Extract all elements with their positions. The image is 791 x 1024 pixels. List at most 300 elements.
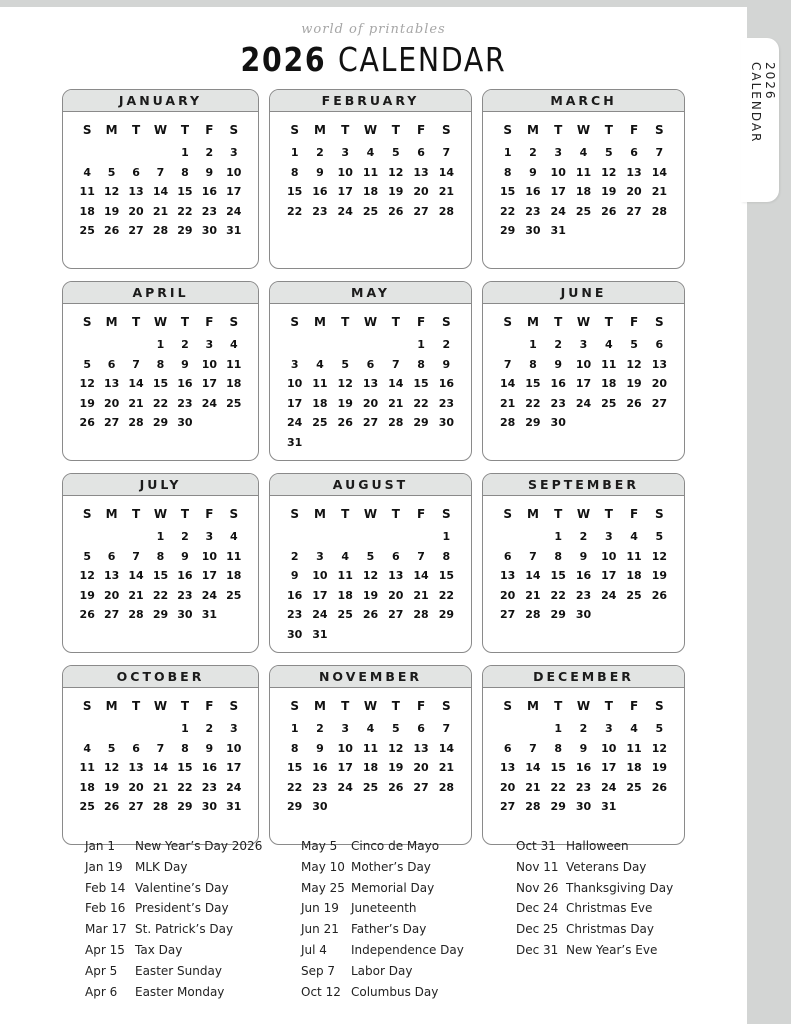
holiday-name: Juneteenth xyxy=(351,901,417,916)
day-grid xyxy=(270,304,471,460)
weekday-label: T xyxy=(391,507,400,521)
empty-day xyxy=(307,527,332,547)
day-cell: 17 xyxy=(226,185,242,198)
empty-day xyxy=(222,605,246,625)
day-cell: 24 xyxy=(601,780,617,794)
empty-day xyxy=(307,817,332,837)
month-title: NOVEMBER xyxy=(270,666,471,688)
day-cell: 7 xyxy=(503,357,512,371)
empty-day xyxy=(75,241,99,261)
day-cell: 22 xyxy=(177,204,193,218)
day-cell: 15 xyxy=(550,569,566,582)
weekday-label: T xyxy=(604,507,613,521)
empty-day xyxy=(408,221,433,241)
empty-day xyxy=(307,221,332,241)
day-cell: 29 xyxy=(152,416,169,429)
day-cell: 6 xyxy=(107,549,116,563)
day-cell: 21 xyxy=(438,185,454,198)
day-cell: 13 xyxy=(128,761,144,774)
day-cell: 13 xyxy=(103,569,120,582)
day-cell: 12 xyxy=(362,569,379,582)
day-cell: 27 xyxy=(128,800,144,813)
day-cell: 10 xyxy=(601,549,617,563)
day-cell: 14 xyxy=(128,569,144,582)
empty-day xyxy=(333,797,358,817)
empty-day xyxy=(282,241,307,261)
day-cell: 6 xyxy=(107,357,116,371)
day-cell: 8 xyxy=(529,357,537,371)
day-cell: 10 xyxy=(201,357,217,371)
day-cell: 12 xyxy=(388,741,404,755)
holiday-row xyxy=(85,982,262,1003)
day-cell: 16 xyxy=(438,377,454,390)
empty-day xyxy=(358,241,383,261)
empty-day xyxy=(495,817,520,837)
day-cell: 2 xyxy=(529,146,537,159)
day-cell: 9 xyxy=(181,549,189,563)
empty-day xyxy=(520,433,545,453)
empty-day xyxy=(647,413,672,433)
day-cell: 25 xyxy=(79,800,95,813)
day-cell: 24 xyxy=(201,588,217,602)
month-title: DECEMBER xyxy=(483,666,684,688)
empty-day xyxy=(621,605,646,625)
day-cell: 26 xyxy=(651,780,667,794)
day-cell: 22 xyxy=(499,204,516,218)
month-card-october xyxy=(62,665,259,845)
day-cell: 15 xyxy=(438,569,454,582)
day-cell: 27 xyxy=(388,608,404,621)
day-cell: 22 xyxy=(152,588,169,602)
day-cell: 19 xyxy=(388,185,404,198)
empty-day xyxy=(173,433,197,453)
empty-day xyxy=(222,241,246,261)
day-cell: 5 xyxy=(83,357,92,371)
empty-day xyxy=(434,625,459,645)
day-cell: 26 xyxy=(388,780,404,794)
weekday-label: S xyxy=(229,315,239,329)
holiday-date: May 10 xyxy=(301,859,345,874)
day-cell: 21 xyxy=(388,396,404,410)
day-cell: 10 xyxy=(226,165,242,179)
empty-day xyxy=(358,797,383,817)
day-cell: 3 xyxy=(229,722,238,735)
empty-day xyxy=(383,241,408,261)
empty-day xyxy=(647,817,672,837)
day-grid xyxy=(483,688,684,844)
month-card-november xyxy=(269,665,472,845)
day-cell: 6 xyxy=(132,741,140,755)
empty-day xyxy=(571,241,596,261)
month-title: OCTOBER xyxy=(63,666,258,688)
day-cell: 19 xyxy=(337,396,353,410)
day-cell: 4 xyxy=(229,338,238,351)
day-cell: 28 xyxy=(525,608,541,621)
holiday-row xyxy=(85,919,262,940)
day-cell: 29 xyxy=(177,800,193,813)
day-cell: 20 xyxy=(499,780,516,794)
day-grid xyxy=(63,496,258,652)
empty-day xyxy=(383,797,408,817)
weekday-label: M xyxy=(526,123,539,137)
day-cell: 15 xyxy=(177,185,193,198)
day-cell: 5 xyxy=(83,549,92,563)
holiday-row xyxy=(301,940,464,961)
day-cell: 7 xyxy=(132,549,140,563)
day-cell: 20 xyxy=(128,204,144,218)
day-cell: 30 xyxy=(201,224,217,237)
day-cell: 13 xyxy=(651,357,667,371)
holiday-date: May 25 xyxy=(301,880,345,895)
day-cell: 1 xyxy=(156,338,165,351)
weekday-label: S xyxy=(655,123,664,137)
day-cell: 20 xyxy=(362,396,379,410)
day-cell: 13 xyxy=(388,569,404,582)
day-cell: 30 xyxy=(550,416,566,429)
holiday-date: Nov 11 xyxy=(516,859,559,874)
month-card-december xyxy=(482,665,685,845)
day-cell: 31 xyxy=(601,800,617,813)
holiday-name: President’s Day xyxy=(135,901,229,916)
month-title: JUNE xyxy=(483,282,684,304)
day-cell: 2 xyxy=(442,338,451,351)
day-cell: 24 xyxy=(226,204,242,218)
day-cell: 28 xyxy=(413,608,429,621)
day-cell: 7 xyxy=(529,741,537,755)
empty-day xyxy=(546,241,571,261)
empty-day xyxy=(173,817,197,837)
empty-day xyxy=(75,625,99,645)
day-grid xyxy=(270,112,471,268)
day-cell: 12 xyxy=(651,549,667,563)
day-cell: 14 xyxy=(388,377,404,390)
day-cell: 26 xyxy=(337,416,353,429)
weekday-label: F xyxy=(629,123,639,137)
empty-day xyxy=(495,433,520,453)
day-cell: 10 xyxy=(226,741,242,755)
day-cell: 9 xyxy=(579,549,588,563)
weekday-label: T xyxy=(554,507,563,521)
empty-day xyxy=(495,527,520,547)
weekday-label: W xyxy=(153,123,168,137)
day-cell: 31 xyxy=(226,224,242,237)
day-cell: 14 xyxy=(128,377,144,390)
day-cell: 18 xyxy=(626,569,642,582)
day-cell: 19 xyxy=(651,569,667,582)
day-cell: 16 xyxy=(177,377,193,390)
day-cell: 5 xyxy=(366,549,375,563)
day-cell: 3 xyxy=(604,722,613,735)
empty-day xyxy=(647,433,672,453)
day-cell: 5 xyxy=(107,165,116,179)
day-cell: 25 xyxy=(226,396,242,410)
day-cell: 4 xyxy=(83,741,92,755)
day-cell: 22 xyxy=(550,780,566,794)
day-cell: 28 xyxy=(438,204,454,218)
empty-day xyxy=(197,625,221,645)
weekday-label: W xyxy=(363,699,378,713)
weekday-label: W xyxy=(576,507,591,521)
empty-day xyxy=(520,817,545,837)
empty-day xyxy=(197,241,221,261)
day-cell: 3 xyxy=(290,357,299,371)
day-grid xyxy=(63,304,258,460)
day-cell: 9 xyxy=(181,357,189,371)
day-cell: 20 xyxy=(128,780,144,794)
day-cell: 9 xyxy=(205,165,214,179)
empty-day xyxy=(408,527,433,547)
day-cell: 21 xyxy=(525,780,541,794)
weekday-label: M xyxy=(105,699,118,713)
empty-day xyxy=(222,817,246,837)
holiday-name: Cinco de Mayo xyxy=(351,839,440,853)
empty-day xyxy=(307,241,332,261)
holiday-name: Veterans Day xyxy=(566,859,647,874)
day-cell: 21 xyxy=(413,588,429,602)
empty-day xyxy=(647,605,672,625)
empty-day xyxy=(596,817,621,837)
month-card-january xyxy=(62,89,259,269)
day-cell: 11 xyxy=(626,741,642,755)
day-cell: 12 xyxy=(337,377,353,390)
empty-day xyxy=(596,413,621,433)
day-cell: 20 xyxy=(499,588,516,602)
title-year: 2026 xyxy=(240,40,327,79)
empty-day xyxy=(571,413,596,433)
day-cell: 11 xyxy=(226,549,242,563)
weekday-label: M xyxy=(526,507,539,521)
day-cell: 23 xyxy=(312,780,328,794)
day-cell: 1 xyxy=(290,722,299,735)
empty-day xyxy=(546,817,571,837)
empty-day xyxy=(408,797,433,817)
day-cell: 28 xyxy=(152,224,169,237)
weekday-label: M xyxy=(313,315,326,329)
empty-day xyxy=(495,625,520,645)
empty-day xyxy=(495,335,520,355)
weekday-label: T xyxy=(180,315,190,329)
holiday-name: New Year’s Day 2026 xyxy=(135,839,263,853)
day-cell: 23 xyxy=(525,204,541,218)
day-cell: 7 xyxy=(442,722,451,735)
day-cell: 6 xyxy=(503,549,512,563)
day-cell: 18 xyxy=(575,185,592,198)
day-cell: 7 xyxy=(417,549,425,563)
empty-day xyxy=(99,241,123,261)
weekday-label: M xyxy=(526,699,539,713)
empty-day xyxy=(99,719,123,739)
month-title: AUGUST xyxy=(270,474,471,496)
empty-day xyxy=(596,625,621,645)
weekday-label: F xyxy=(629,699,639,713)
day-cell: 9 xyxy=(205,741,214,755)
empty-day xyxy=(333,221,358,241)
holiday-row xyxy=(85,857,262,878)
empty-day xyxy=(596,433,621,453)
day-cell: 10 xyxy=(601,741,617,755)
weekday-label: S xyxy=(82,315,92,329)
month-title: JULY xyxy=(63,474,258,496)
weekday-label: S xyxy=(229,507,239,521)
holiday-date: Jan 19 xyxy=(85,859,123,874)
day-cell: 31 xyxy=(550,224,566,237)
day-cell: 25 xyxy=(601,396,617,410)
day-cell: 26 xyxy=(103,800,120,813)
day-cell: 4 xyxy=(630,530,638,543)
empty-day xyxy=(495,719,520,739)
month-title: APRIL xyxy=(63,282,258,304)
day-cell: 26 xyxy=(103,224,120,237)
weekday-label: F xyxy=(205,699,214,713)
holiday-date: Jan 1 xyxy=(85,839,115,853)
day-cell: 12 xyxy=(601,165,617,179)
day-cell: 3 xyxy=(554,146,563,159)
month-card-august xyxy=(269,473,472,653)
day-cell: 13 xyxy=(103,377,120,390)
day-cell: 8 xyxy=(290,741,299,755)
weekday-label: W xyxy=(576,123,591,137)
day-cell: 19 xyxy=(103,204,120,218)
day-cell: 22 xyxy=(152,396,169,410)
empty-day xyxy=(434,221,459,241)
day-cell: 4 xyxy=(630,722,638,735)
day-cell: 16 xyxy=(177,569,193,582)
month-title: MARCH xyxy=(483,90,684,112)
day-cell: 21 xyxy=(651,185,667,198)
weekday-label: M xyxy=(526,315,539,329)
day-cell: 18 xyxy=(79,780,95,794)
day-cell: 6 xyxy=(132,165,140,179)
day-cell: 8 xyxy=(181,741,189,755)
day-cell: 5 xyxy=(655,722,664,735)
day-cell: 5 xyxy=(655,530,664,543)
weekday-label: S xyxy=(442,507,451,521)
holiday-date: Oct 12 xyxy=(301,984,341,999)
day-cell: 30 xyxy=(201,800,217,813)
holiday-row xyxy=(516,857,673,878)
day-cell: 21 xyxy=(499,396,516,410)
day-cell: 14 xyxy=(413,569,429,582)
weekday-label: T xyxy=(554,315,563,329)
day-cell: 5 xyxy=(391,722,400,735)
day-cell: 23 xyxy=(286,608,303,621)
holiday-date: May 5 xyxy=(301,839,338,853)
holiday-date: Jun 19 xyxy=(301,901,339,916)
day-cell: 12 xyxy=(103,761,120,774)
month-card-february xyxy=(269,89,472,269)
day-cell: 12 xyxy=(651,741,667,755)
day-cell: 14 xyxy=(152,761,169,774)
weekday-label: F xyxy=(205,507,214,521)
holiday-date: Apr 6 xyxy=(85,984,118,999)
day-cell: 6 xyxy=(391,549,400,563)
day-cell: 3 xyxy=(604,530,613,543)
holiday-row xyxy=(516,898,673,919)
holiday-date: Nov 26 xyxy=(516,880,559,895)
empty-day xyxy=(383,817,408,837)
weekday-label: S xyxy=(655,315,664,329)
holiday-name: Columbus Day xyxy=(351,984,439,999)
day-cell: 19 xyxy=(362,588,379,602)
weekday-label: W xyxy=(363,315,378,329)
holiday-name: Labor Day xyxy=(351,963,413,978)
holiday-row xyxy=(301,878,464,899)
day-cell: 30 xyxy=(575,800,592,813)
day-cell: 8 xyxy=(554,549,563,563)
day-grid xyxy=(63,112,258,268)
day-cell: 20 xyxy=(103,588,120,602)
day-cell: 5 xyxy=(391,146,400,159)
day-cell: 26 xyxy=(79,608,95,621)
day-cell: 15 xyxy=(177,761,193,774)
day-cell: 17 xyxy=(226,761,242,774)
empty-day xyxy=(333,625,358,645)
weekday-label: S xyxy=(82,699,92,713)
day-cell: 30 xyxy=(312,800,328,813)
weekday-label: M xyxy=(313,699,326,713)
weekday-label: M xyxy=(313,507,326,521)
empty-day xyxy=(571,221,596,241)
day-cell: 9 xyxy=(316,741,324,755)
day-cell: 30 xyxy=(177,416,193,429)
holiday-row xyxy=(301,836,464,857)
empty-day xyxy=(333,241,358,261)
day-cell: 15 xyxy=(413,377,429,390)
weekday-label: W xyxy=(363,507,378,521)
day-cell: 17 xyxy=(601,761,617,774)
day-cell: 7 xyxy=(442,146,451,159)
empty-day xyxy=(282,527,307,547)
day-cell: 24 xyxy=(601,588,617,602)
day-cell: 16 xyxy=(525,185,541,198)
day-cell: 21 xyxy=(525,588,541,602)
day-cell: 19 xyxy=(79,588,95,602)
month-title: SEPTEMBER xyxy=(483,474,684,496)
weekday-label: S xyxy=(290,507,299,521)
empty-day xyxy=(621,817,646,837)
weekday-label: M xyxy=(105,123,118,137)
day-cell: 21 xyxy=(438,761,454,774)
weekday-label: T xyxy=(131,507,141,521)
side-tab-label: 2026 CALENDAR xyxy=(749,62,777,144)
day-cell: 17 xyxy=(337,185,353,198)
day-cell: 31 xyxy=(286,435,303,449)
weekday-label: T xyxy=(131,123,141,137)
day-cell: 10 xyxy=(337,741,353,755)
day-cell: 5 xyxy=(630,338,638,351)
day-cell: 6 xyxy=(503,741,512,755)
day-cell: 9 xyxy=(316,165,324,179)
day-cell: 23 xyxy=(201,204,217,218)
empty-day xyxy=(358,335,383,355)
day-cell: 9 xyxy=(554,357,563,371)
day-cell: 11 xyxy=(312,377,328,390)
holiday-row xyxy=(516,836,673,857)
day-cell: 14 xyxy=(438,741,454,755)
weekday-label: T xyxy=(604,123,613,137)
weekday-label: S xyxy=(229,123,239,137)
day-grid xyxy=(483,304,684,460)
day-cell: 15 xyxy=(286,761,303,774)
day-cell: 30 xyxy=(286,627,303,641)
day-cell: 14 xyxy=(152,185,169,198)
holiday-name: Valentine’s Day xyxy=(135,880,229,895)
day-cell: 3 xyxy=(229,146,238,159)
empty-day xyxy=(383,433,408,453)
day-cell: 19 xyxy=(626,377,642,390)
weekday-label: T xyxy=(391,699,400,713)
day-cell: 26 xyxy=(601,204,617,218)
